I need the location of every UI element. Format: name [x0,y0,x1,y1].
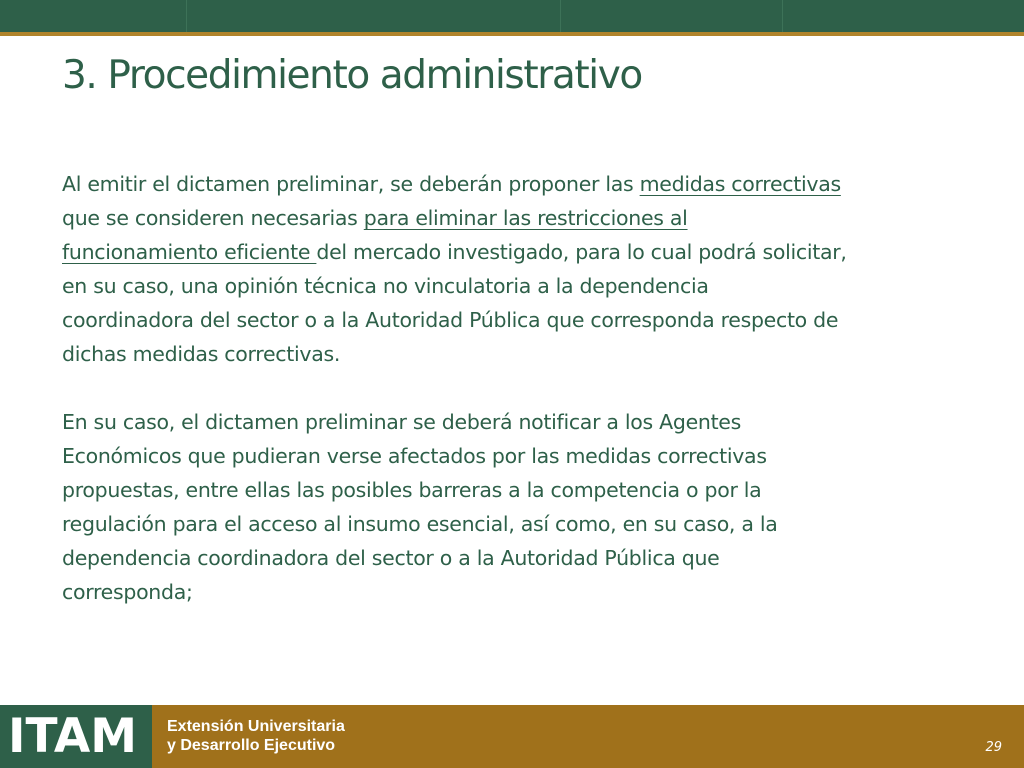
text-run: Al emitir el dictamen preliminar, se deberán proponer las [62,172,640,196]
page-number: 29 [985,740,1002,755]
header-band [0,0,1024,32]
footer-label-line-1: Extensión Universitaria [167,718,345,735]
header-band-seam [560,0,561,32]
paragraph-1-line [62,201,997,235]
slide-title: 3. Procedimiento administrativo [62,53,642,98]
header-accent-stripe [0,32,1024,36]
paragraph-1-line [62,235,997,269]
text-run: que se consideren necesarias [62,206,364,230]
paragraph-2-line: En su caso, el dictamen preliminar se deberá notificar a los Agentes [62,410,742,434]
slide-body [62,167,997,609]
itam-logo [0,705,152,768]
header-band-seam [782,0,783,32]
underlined-text-run: medidas correctivas [639,172,841,196]
paragraph-2-line: propuestas, entre ellas las posibles barreras a la competencia o por la [62,478,762,502]
paragraph-2-line: regulación para el acceso al insumo esencial, así como, en su caso, a la [62,512,778,536]
header-band-seam [186,0,187,32]
paragraph-2-line: dependencia coordinadora del sector o a la Autoridad Pública que [62,546,720,570]
text-run: del mercado investigado, para lo cual podrá solicitar, [316,240,847,264]
paragraph-1-line: coordinadora del sector o a la Autoridad Pública que corresponda respecto de [62,308,839,332]
footer-label-line-2: y Desarrollo Ejecutivo [167,737,336,754]
paragraph-1-line: dichas medidas correctivas. [62,342,341,366]
paragraph-1-line [62,167,997,201]
paragraph-2-line: corresponda; [62,580,193,604]
paragraph-2-line: Económicos que pudieran verse afectados por las medidas correctivas [62,444,767,468]
itam-logo-wordmark: ITAM [8,709,138,764]
paragraph-gap [62,371,997,405]
footer-bar [0,705,1024,768]
paragraph-1-line: en su caso, una opinión técnica no vinculatoria a la dependencia [62,274,709,298]
underlined-text-run: para eliminar las restricciones al [363,206,688,230]
underlined-text-run: funcionamiento eficiente [62,240,317,264]
